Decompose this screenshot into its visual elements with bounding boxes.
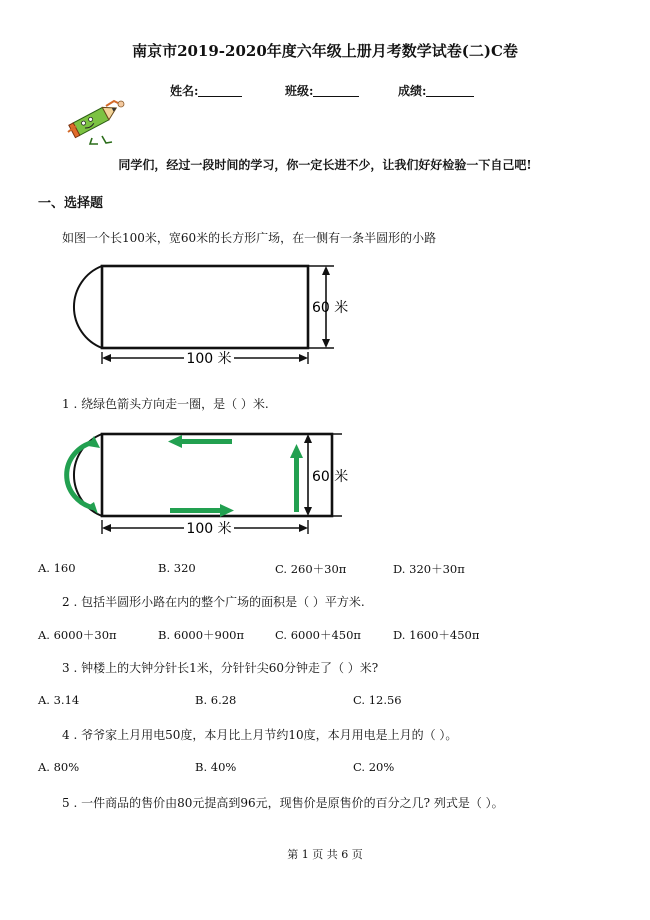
q3-option-a[interactable]: A. 3.14 — [38, 693, 80, 707]
question-2-stem: 2 . 包括半圆形小路在内的整个广场的面积是（ ）平方米. — [62, 595, 365, 609]
q2-option-c[interactable]: C. 6000＋450π — [275, 628, 361, 642]
length-label-2: 100 米 — [186, 521, 232, 537]
q3-option-c[interactable]: C. 12.56 — [353, 693, 402, 707]
section-heading: 一、选择题 — [38, 196, 104, 211]
q4-option-b[interactable]: B. 40% — [195, 760, 237, 774]
question-4-stem: 4 . 爷爷家上月用电50度，本月比上月节约10度，本月用电是上月的（ ）。 — [62, 728, 458, 742]
intro-text: 如图一个长100米，宽60米的长方形广场，在一侧有一条半圆形的小路 — [62, 231, 437, 245]
right-arrow-icon — [170, 508, 222, 513]
length-label: 100 米 — [186, 351, 232, 367]
q4-option-a[interactable]: A. 80% — [38, 760, 80, 774]
q4-option-c[interactable]: C. 20% — [353, 760, 395, 774]
q1-option-a[interactable]: A. 160 — [38, 561, 76, 575]
page-title: 南京市2019-2020年度六年级上册月考数学试卷(二)C卷 — [132, 42, 518, 60]
semicircle-path — [74, 266, 102, 348]
class-blank[interactable] — [313, 83, 359, 97]
class-field[interactable] — [285, 82, 359, 99]
rectangle-plaza-figure — [60, 258, 360, 370]
up-arrow-icon — [294, 456, 299, 512]
question-1-stem: 1 . 绕绿色箭头方向走一圈，是（ ）米. — [62, 397, 269, 411]
q1-option-b[interactable]: B. 320 — [158, 561, 196, 575]
plaza-rectangle — [102, 266, 308, 348]
name-blank[interactable] — [198, 83, 242, 97]
score-label: 成绩: — [398, 84, 427, 98]
q3-option-b[interactable]: B. 6.28 — [195, 693, 237, 707]
q1-option-d[interactable]: D. 320＋30π — [393, 562, 465, 576]
pencil-mascot-icon — [62, 96, 128, 146]
left-arrow-icon — [180, 439, 232, 444]
page-footer: 第 1 页 共 6 页 — [287, 848, 363, 861]
score-blank[interactable] — [426, 83, 474, 97]
q2-option-b[interactable]: B. 6000＋900π — [158, 628, 245, 642]
greeting-text: 同学们，经过一段时间的学习，你一定长进不少，让我们好好检验一下自己吧! — [118, 158, 532, 172]
width-label-2: 60 米 — [312, 469, 349, 485]
name-label: 姓名: — [170, 84, 199, 98]
question-5-stem: 5 . 一件商品的售价由80元提高到96元，现售价是原售价的百分之几? 列式是（ ）。 — [62, 796, 504, 810]
width-label: 60 米 — [312, 300, 349, 316]
q1-option-c[interactable]: C. 260＋30π — [275, 562, 347, 576]
score-field[interactable] — [398, 82, 474, 99]
rectangle-plaza-arrows-figure — [60, 426, 360, 540]
name-field[interactable] — [170, 82, 242, 99]
class-label: 班级: — [285, 84, 314, 98]
question-3-stem: 3 . 钟楼上的大钟分针长1米，分针针尖60分钟走了（ ）米? — [62, 661, 379, 675]
q2-option-a[interactable]: A. 6000＋30π — [38, 628, 117, 642]
q2-option-d[interactable]: D. 1600＋450π — [393, 628, 480, 642]
